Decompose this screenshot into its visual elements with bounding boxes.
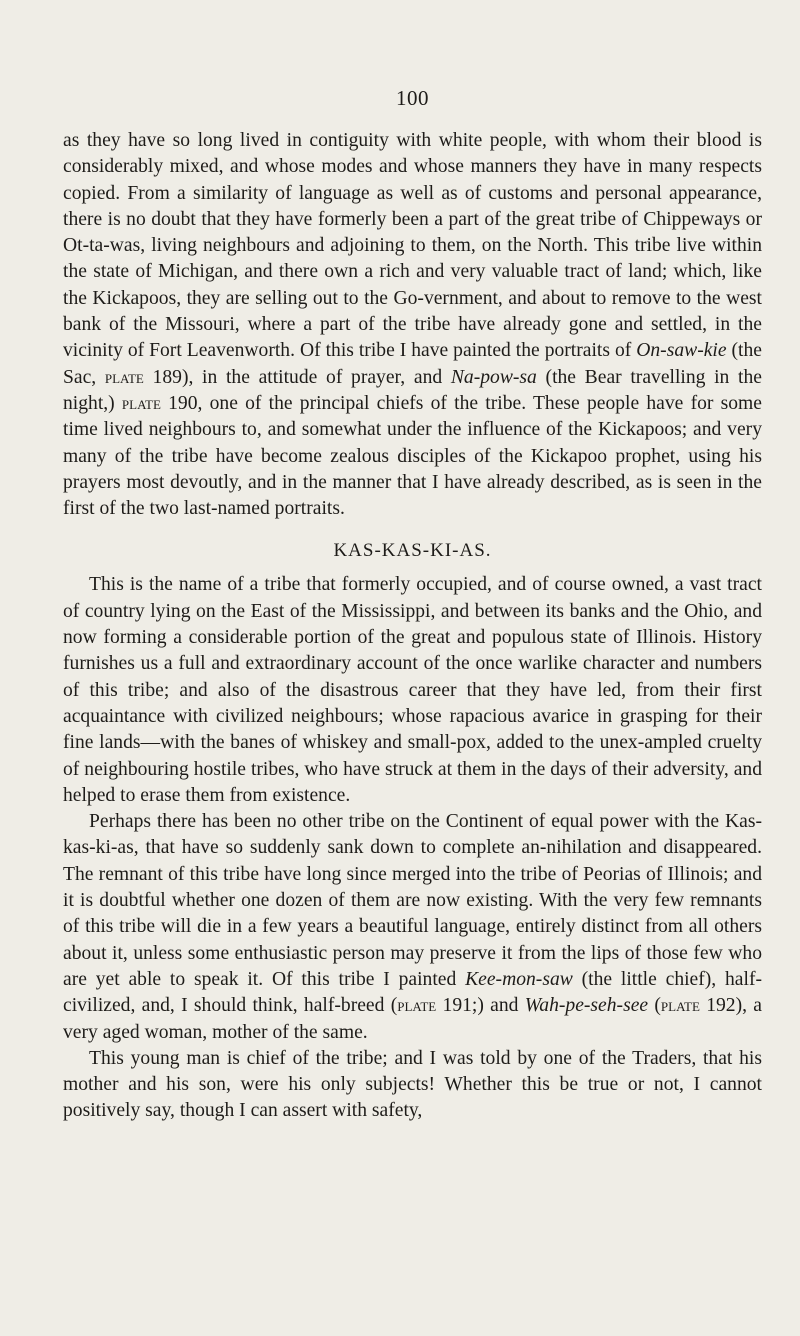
- text-run: (the Sac,: [63, 340, 762, 388]
- portrait-name: Na-pow-sa: [450, 366, 537, 388]
- portrait-name: On-saw-kie: [636, 340, 727, 362]
- text-run: 192), a very aged woman, mother of the same.: [63, 995, 762, 1043]
- text-run: 189), in the attitude of prayer, and: [143, 366, 451, 388]
- portrait-name: Kee-mon-saw: [465, 968, 573, 990]
- paragraph-kaskaskias-remnant: [63, 809, 762, 1046]
- text-run: (the little chief), half-civilized, and, I should think, half-breed (: [63, 968, 762, 1017]
- text-run: as they have so long lived in contiguity with white people, with whom their blood is considerably mixed, and whose modes and whose manners they have in many respects copied. From a similarity of language as well as of customs and personal appearance, there is no doubt that they have formerly been a part of the great tribe of Chippeways or Ot-ta-was, living neighbours and adjoining to them, on the North. This tribe live within the state of Michigan, and there own a rich and very valuable tract of land; which, like the Kickapoos, they are selling out to the Go-vernment, and about to remove to the west bank of the Missouri, where a part of the tribe have already gone and settled, in the vicinity of Fort Leavenworth. Of this tribe I have painted the portraits of: [63, 130, 762, 362]
- portrait-name: Wah-pe-seh-see: [524, 995, 649, 1017]
- text-run: 191;) and: [436, 995, 525, 1017]
- plate-label: plate: [397, 995, 437, 1017]
- text-run: (the Bear travelling in the night,): [63, 366, 762, 414]
- plate-label: plate: [104, 366, 144, 388]
- text-run: (: [648, 995, 661, 1017]
- paragraph-chippeways: [63, 128, 762, 522]
- section-heading: KAS-KAS-KI-AS.: [333, 540, 492, 562]
- page-number: 100: [396, 86, 429, 110]
- text-run: Perhaps there has been no other tribe on the Continent of equal power with the Kas-kas-ki-as, that have so suddenly sank down to complete an-nihilation and disappeared. The remnant of this tribe have long since merged into the tribe of Peorias of Illinois; and it is doubtful whether one dozen of them are now existing. With the very few remnants of this tribe will die in a few years a beautiful language, entirely distinct from all others about it, unless some enthusiastic person may preserve it from the lips of those few who are yet able to speak it. Of this tribe I painted: [63, 811, 762, 990]
- paragraph-young-chief: This young man is chief of the tribe; and I was told by one of the Traders, that his mother and his son, were his only subjects! Whether this be true or not, I cannot positively say, though I can assert with safety,: [63, 1047, 762, 1122]
- plate-label: plate: [660, 995, 700, 1017]
- plate-label: plate: [121, 392, 161, 414]
- text-run: 190, one of the principal chiefs of the tribe. These people have for some time lived neighbours to, and somewhat under the influence of the Kickapoos; and very many of the tribe have become zealous disciples of the Kickapoo prophet, using his prayers most devoutly, and in the manner that I have already described, as is seen in the first of the two last-named portraits.: [63, 392, 762, 520]
- paragraph-kaskaskias-history: This is the name of a tribe that formerly occupied, and of course owned, a vast tract of country lying on the East of the Mississippi, and between its banks and the Ohio, and now forming a considerable portion of the great and populous state of Illinois. History furnishes us a full and extraordinary account of the once warlike character and numbers of this tribe; and also of the disastrous career that they have led, from their first acquaintance with civilized neighbours; whose rapacious avarice in grasping for their fine lands—with the banes of whiskey and small-pox, added to the unex-ampled cruelty of neighbouring hostile tribes, who have struck at them in the days of their adversity, and helped to erase them from existence.: [63, 574, 762, 806]
